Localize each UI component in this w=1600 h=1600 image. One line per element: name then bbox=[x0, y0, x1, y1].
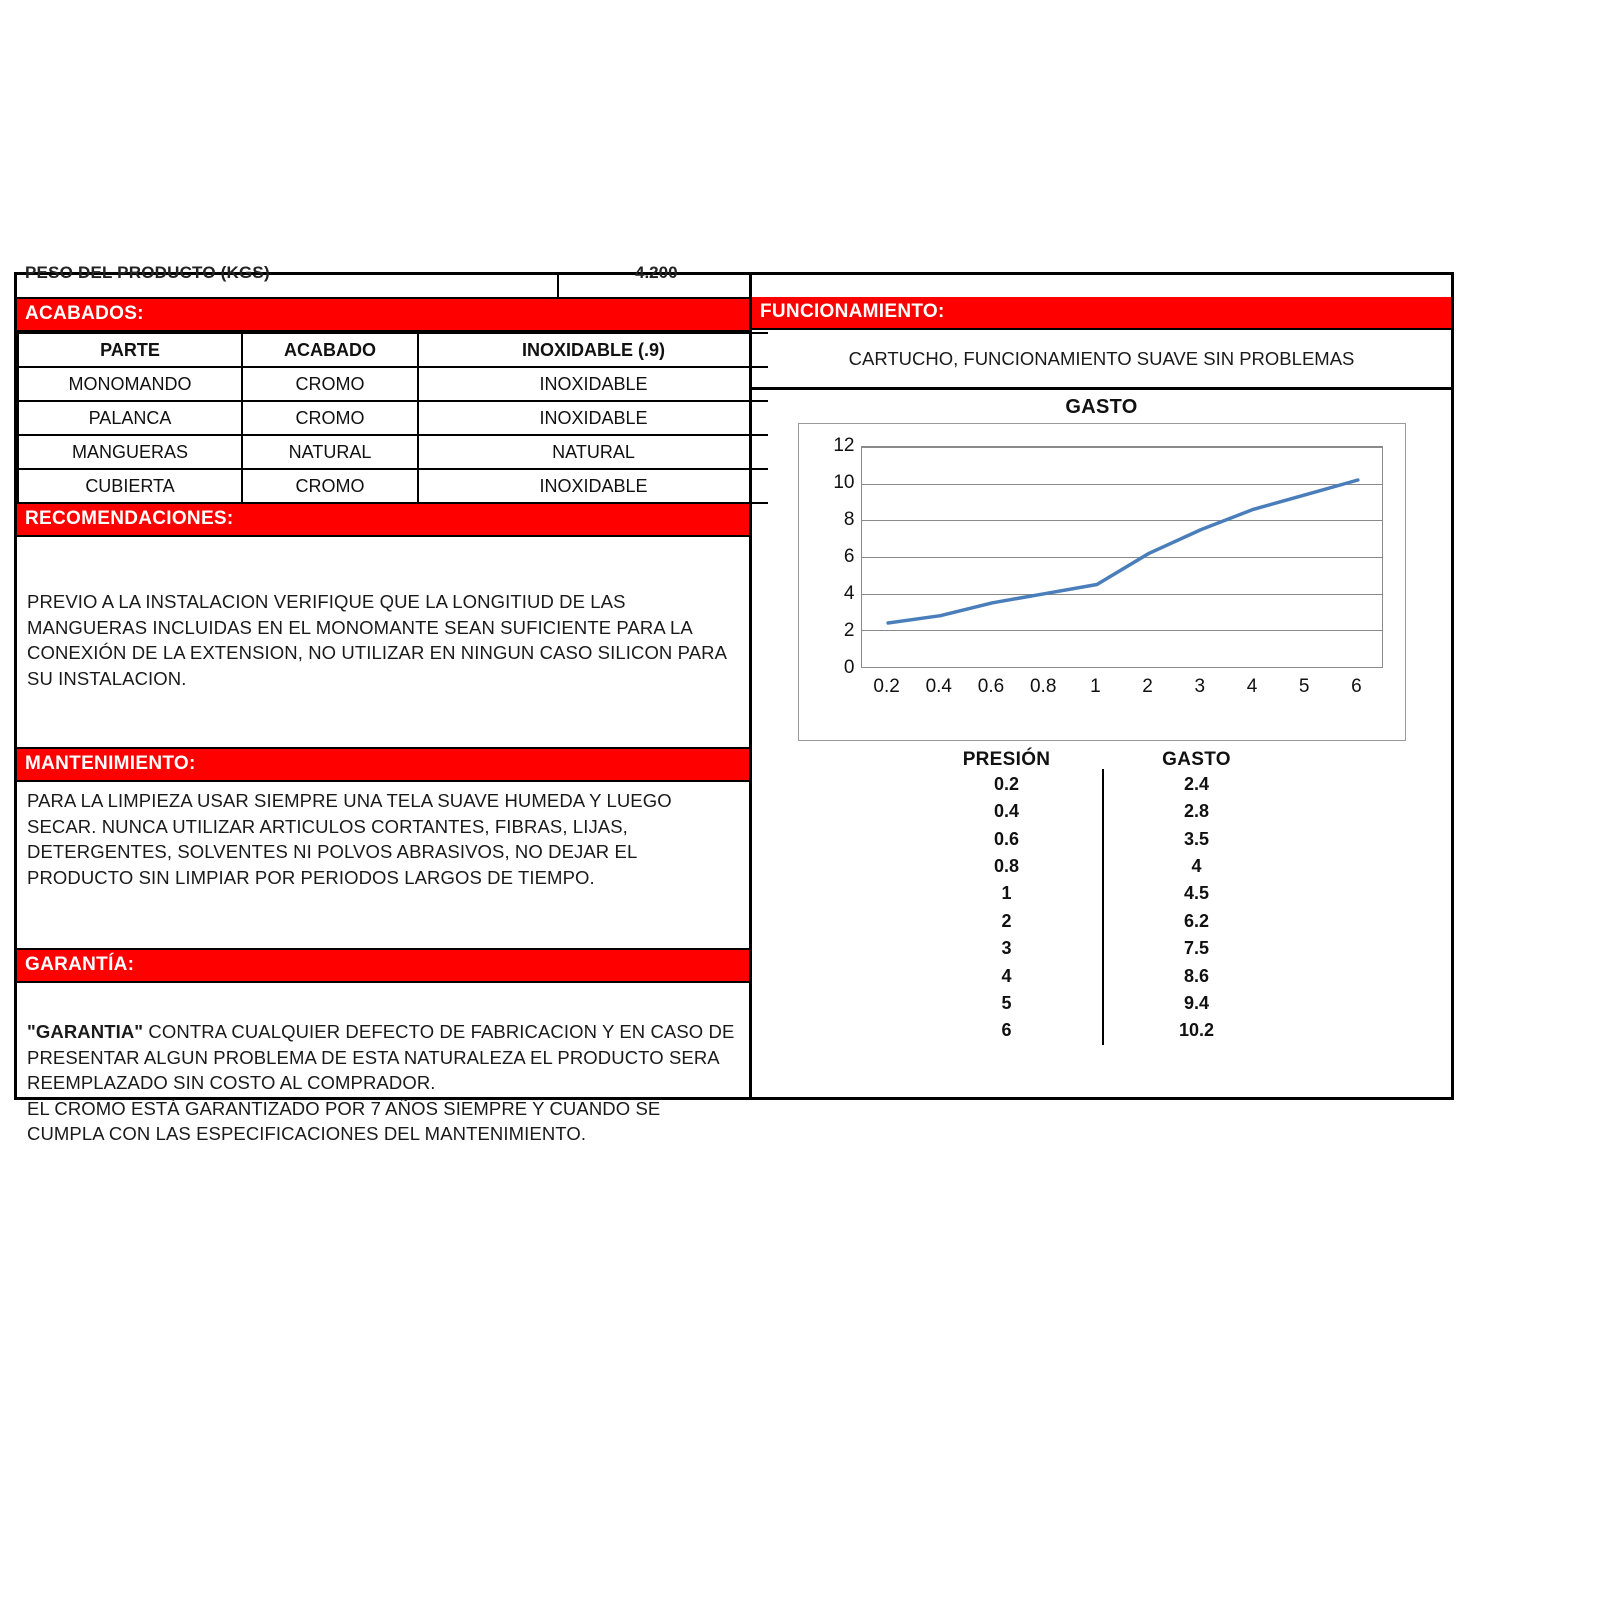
section-header-acabados: ACABADOS: bbox=[17, 299, 749, 332]
garantia-paragraph-1-rest: CONTRA CUALQUIER DEFECTO DE FABRICACION Y EN CASO DE PRESENTAR ALGUN PROBLEMA DE ESTA NATURALEZA EL PRODUCTO SERA REEMPLAZADO SIN COSTO AL COMPRADOR. bbox=[27, 1021, 735, 1094]
cell-gasto: 4 bbox=[1191, 856, 1202, 877]
x-tick-label: 6 bbox=[1351, 676, 1362, 697]
chart-y-axis-labels bbox=[799, 435, 855, 678]
section-header-recomendaciones: RECOMENDACIONES: bbox=[17, 504, 749, 537]
chart-title: GASTO bbox=[1065, 396, 1138, 418]
table-row bbox=[18, 367, 768, 401]
funcionamiento-text: CARTUCHO, FUNCIONAMIENTO SUAVE SIN PROBLEMAS bbox=[752, 330, 1451, 390]
garantia-paragraph-1 bbox=[27, 1019, 739, 1096]
cell-presion: 4 bbox=[1001, 965, 1012, 986]
cell-gasto: 6.2 bbox=[1183, 910, 1210, 931]
table-row bbox=[18, 401, 768, 435]
cell-presion: 0.2 bbox=[993, 774, 1020, 794]
y-tick-label: 12 bbox=[833, 435, 855, 456]
y-tick-label: 4 bbox=[843, 583, 855, 604]
cell-presion: 0.4 bbox=[993, 801, 1020, 822]
y-tick-label: 0 bbox=[843, 657, 855, 678]
col-header-gasto: GASTO bbox=[1162, 749, 1231, 770]
mantenimiento-text: PARA LA LIMPIEZA USAR SIEMPRE UNA TELA SUAVE HUMEDA Y LUEGO SECAR. NUNCA UTILIZAR ARTICULOS CORTANTES, FIBRAS, LIJAS, DETERGENTES, SOLVENTES NI POLVOS ABRASIVOS, NO DEJAR EL PRODUCTO SIN LIMPIAR POR PERIODOS LARGOS DE TIEMPO. bbox=[17, 782, 749, 950]
garantia-bold-label: "GARANTIA" bbox=[27, 1021, 144, 1042]
cell-gasto: 9.4 bbox=[1183, 992, 1210, 1013]
clipped-row-divider bbox=[557, 275, 559, 297]
gasto-chart bbox=[798, 423, 1406, 741]
y-tick-label: 10 bbox=[833, 472, 855, 493]
cell-inoxidable: INOXIDABLE bbox=[418, 469, 768, 503]
x-tick-label: 0.6 bbox=[977, 676, 1005, 697]
x-tick-label: 2 bbox=[1142, 676, 1153, 697]
table-header-row bbox=[18, 333, 768, 367]
gasto-data-table bbox=[752, 749, 1451, 1045]
data-table-header bbox=[752, 749, 1451, 771]
cell-presion: 0.8 bbox=[993, 856, 1020, 877]
acabados-table bbox=[17, 332, 768, 504]
section-header-funcionamiento: FUNCIONAMIENTO: bbox=[752, 297, 1451, 330]
right-clipped-row bbox=[752, 275, 1451, 297]
left-column bbox=[17, 263, 752, 1145]
col-header-inoxidable: INOXIDABLE (.9) bbox=[418, 333, 768, 367]
cell-parte: CUBIERTA bbox=[18, 469, 242, 503]
col-header-parte: PARTE bbox=[18, 333, 242, 367]
y-tick-label: 6 bbox=[843, 546, 855, 567]
cell-presion: 2 bbox=[1001, 910, 1012, 931]
cell-acabado: CROMO bbox=[242, 401, 418, 435]
cell-acabado: CROMO bbox=[242, 469, 418, 503]
col-header-presion: PRESIÓN bbox=[962, 749, 1051, 770]
cell-presion: 6 bbox=[1001, 1020, 1012, 1041]
table-row bbox=[18, 469, 768, 503]
chart-plot-area bbox=[861, 446, 1383, 668]
product-weight-value: 4.200 bbox=[635, 263, 678, 282]
cell-gasto: 7.5 bbox=[1183, 938, 1210, 959]
cell-inoxidable: NATURAL bbox=[418, 435, 768, 469]
data-table-rows bbox=[752, 771, 1451, 1045]
cell-inoxidable: INOXIDABLE bbox=[418, 401, 768, 435]
spec-sheet bbox=[14, 263, 1454, 1145]
cell-gasto: 8.6 bbox=[1183, 965, 1210, 986]
product-weight-label: PESO DEL PRODUCTO (KGS) bbox=[25, 263, 270, 282]
cell-presion: 5 bbox=[1001, 992, 1012, 1013]
cell-gasto: 2.4 bbox=[1183, 774, 1210, 794]
x-tick-label: 0.2 bbox=[873, 676, 900, 697]
data-table-divider bbox=[1102, 769, 1104, 1045]
cell-gasto: 10.2 bbox=[1178, 1020, 1215, 1041]
gasto-series-line bbox=[862, 447, 1384, 667]
section-header-mantenimiento: MANTENIMIENTO: bbox=[17, 749, 749, 782]
chart-x-axis-labels bbox=[861, 676, 1383, 700]
recomendaciones-text: PREVIO A LA INSTALACION VERIFIQUE QUE LA LONGITIUD DE LAS MANGUERAS INCLUIDAS EN EL MONOMANTE SEAN SUFICIENTE PARA LA CONEXIÓN DE LA EXTENSION, NO UTILIZAR EN NINGUN CASO SILICON PARA SU INSTALACION. bbox=[17, 537, 749, 749]
cell-gasto: 4.5 bbox=[1183, 883, 1210, 904]
garantia-text bbox=[17, 983, 749, 1183]
col-header-acabado: ACABADO bbox=[242, 333, 418, 367]
cell-inoxidable: INOXIDABLE bbox=[418, 367, 768, 401]
cell-parte: MONOMANDO bbox=[18, 367, 242, 401]
table-row bbox=[18, 435, 768, 469]
right-column bbox=[752, 275, 1451, 1097]
garantia-paragraph-2: EL CROMO ESTÁ GARANTIZADO POR 7 AÑOS SIEMPRE Y CUANDO SE CUMPLA CON LAS ESPECIFICACIONES DEL MANTENIMIENTO. bbox=[27, 1097, 661, 1145]
x-tick-label: 5 bbox=[1298, 676, 1310, 697]
x-tick-label: 0.4 bbox=[925, 676, 953, 697]
section-header-garantia: GARANTÍA: bbox=[17, 950, 749, 983]
cell-parte: MANGUERAS bbox=[18, 435, 242, 469]
y-tick-label: 2 bbox=[843, 619, 855, 641]
x-tick-label: 3 bbox=[1194, 676, 1206, 697]
x-tick-label: 1 bbox=[1090, 676, 1101, 697]
x-tick-label: 0.8 bbox=[1029, 676, 1057, 697]
cell-parte: PALANCA bbox=[18, 401, 242, 435]
cell-acabado: CROMO bbox=[242, 367, 418, 401]
clipped-weight-row bbox=[17, 263, 749, 299]
cell-gasto: 2.8 bbox=[1183, 801, 1210, 822]
y-tick-label: 8 bbox=[843, 508, 855, 530]
cell-presion: 3 bbox=[1001, 938, 1012, 959]
cell-presion: 1 bbox=[1001, 883, 1012, 904]
x-tick-label: 4 bbox=[1246, 676, 1258, 697]
cell-acabado: NATURAL bbox=[242, 435, 418, 469]
cell-presion: 0.6 bbox=[993, 828, 1020, 849]
cell-gasto: 3.5 bbox=[1183, 828, 1210, 849]
